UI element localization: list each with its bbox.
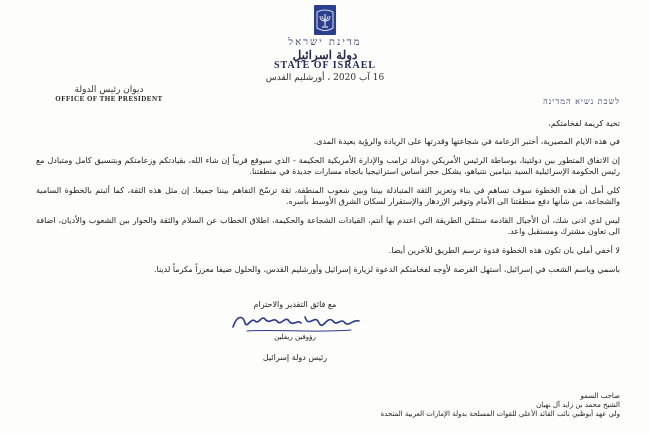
closing-block xyxy=(190,300,400,362)
recipient-title: ولي عهد أبوظبي نائب القائد الأعلى للقوات المسلحة بدولة الإمارات العربية المتحدة xyxy=(380,410,620,418)
office-arabic: ديوان رئيس الدولة xyxy=(74,85,144,95)
recipient-salutation: صاحب السمو xyxy=(580,392,620,400)
header-arabic-state: دولة اسرائيل xyxy=(292,47,358,62)
recipient-name: الشيخ محمد بن زايد آل نهيان xyxy=(536,401,620,409)
header-hebrew-state: מדינת ישראל xyxy=(288,37,362,48)
menorah-emblem-icon xyxy=(313,4,337,36)
closing-regards: مع فائق التقدير والاحترام xyxy=(253,300,337,309)
letter-greeting: تحية كريمة لفخامتكم، xyxy=(548,119,620,128)
letter-paragraph: باسمي وباسم الشعب في إسرائيل، أستهل الفرصة لأوجه لفخامتكم الدعوة لزيارة إسرائيل وأورشليم القدس، والحلول ضيفا معززاً مكرماً لدينا. xyxy=(154,265,620,274)
office-of-president-block xyxy=(34,86,184,104)
letter-paragraph: كلي أمل أن هذه الخطوة سوف تساهم في بناء وتعزيز الثقة المتبادلة بيننا وبين شعوب المنطقة، ثقة ترسّخ التفاهم بيننا جميعا. إن مثل هذه الثقة، كما أثبتم بالخطوة السامية والشجاعة، من شأنها دفع منطقتنا الى الأمام وتوفير الإزدهار والإستقرار لسكان الشرق الأوسط بأسره. xyxy=(36,186,620,206)
state-header xyxy=(215,38,435,83)
header-english-state: STATE OF ISRAEL xyxy=(273,60,377,72)
signatory-name: رؤوفين ريفلين xyxy=(274,333,316,341)
letter-paragraph: ليس لدي ادنى شك، أن الأجيال القادمة ستثمّن الطريقة التي اعتدم بها أنتم، القيادات الشجاعة والحكيمة، اطلاق الخطاب عن السلام والثقة والحوار بين الشعوب والأديان، اضافة الى تعاون مشترك ومستقبل واعد. xyxy=(36,216,620,236)
letter-paragraph: إن الاتفاق المتطور بين دولتينا، بوساطة الرئيس الأمريكي دونالد ترامب والإدارة الأمريكية الحكيمة - الذي سيوقع قريباً إن شاء الله، بقيادتكم وزعامتكم وبتنسيق كامل ومتبادل مع رئيس الحكومة الإسرائيلية السيد بنيامين نتنياهو، يشكل حجر أساس استراتيجيا باتجاه مسارات جديدة في منطقتنا. xyxy=(36,156,620,176)
letter-paragraph: في هذه الايام المصيرية، أختبر الزعامة في شجاعتها وقدرتها على الريادة والرؤية بعيدة المدى. xyxy=(313,137,620,146)
letter-paragraph: لا أخفي أملي بان تكون هذه الخطوة قدوة ترسم الطريق للآخرين أيضا. xyxy=(388,246,620,255)
office-english: OFFICE OF THE PRESIDENT xyxy=(55,94,163,103)
signatory-title: رئيس دولة إسرائيل xyxy=(262,353,328,362)
letter-body xyxy=(36,118,620,283)
recipient-block xyxy=(60,392,620,419)
letter-date: 16 آب 2020 ، أورشليم القدس xyxy=(265,72,385,83)
handwritten-signature xyxy=(225,309,365,335)
office-hebrew: לשכת נשיא המדינה xyxy=(543,97,620,106)
